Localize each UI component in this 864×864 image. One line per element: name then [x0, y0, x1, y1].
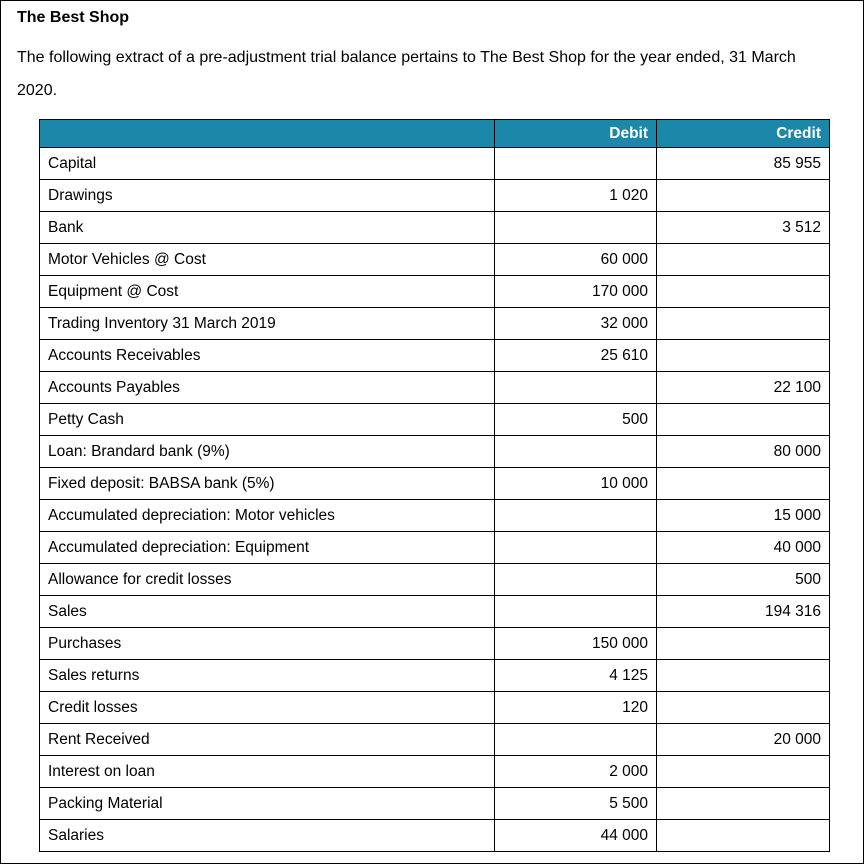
credit-cell: [657, 308, 830, 340]
debit-cell: [495, 596, 657, 628]
table-row: [40, 372, 830, 404]
table-header-row: [40, 120, 830, 148]
account-cell: Accounts Receivables: [40, 340, 495, 372]
account-cell: Sales: [40, 596, 495, 628]
credit-cell: [657, 628, 830, 660]
credit-cell: 80 000: [657, 436, 830, 468]
table-row: [40, 308, 830, 340]
account-cell: Rent Received: [40, 724, 495, 756]
credit-cell: 15 000: [657, 500, 830, 532]
account-cell: Capital: [40, 148, 495, 180]
account-cell: Trading Inventory 31 March 2019: [40, 308, 495, 340]
debit-cell: 500: [495, 404, 657, 436]
table-row: [40, 724, 830, 756]
credit-cell: 20 000: [657, 724, 830, 756]
debit-cell: [495, 724, 657, 756]
credit-cell: 3 512: [657, 212, 830, 244]
credit-cell: [657, 788, 830, 820]
table-row: [40, 276, 830, 308]
table-row: [40, 404, 830, 436]
account-cell: Equipment @ Cost: [40, 276, 495, 308]
debit-cell: [495, 436, 657, 468]
table-row: [40, 180, 830, 212]
credit-cell: 22 100: [657, 372, 830, 404]
credit-cell: 40 000: [657, 532, 830, 564]
credit-cell: [657, 756, 830, 788]
account-cell: Motor Vehicles @ Cost: [40, 244, 495, 276]
debit-cell: [495, 212, 657, 244]
trial-balance-table: [39, 119, 830, 852]
credit-cell: [657, 276, 830, 308]
table-row: [40, 468, 830, 500]
debit-cell: 120: [495, 692, 657, 724]
debit-cell: 4 125: [495, 660, 657, 692]
page-title: The Best Shop: [17, 9, 130, 26]
table-row: [40, 532, 830, 564]
credit-cell: [657, 404, 830, 436]
credit-cell: [657, 820, 830, 852]
table-row: [40, 788, 830, 820]
table-row: [40, 564, 830, 596]
table-row: [40, 500, 830, 532]
table-row: [40, 148, 830, 180]
account-cell: Accumulated depreciation: Motor vehicles: [40, 500, 495, 532]
table-row: [40, 628, 830, 660]
account-cell: Accounts Payables: [40, 372, 495, 404]
table-row: [40, 244, 830, 276]
intro-paragraph: The following extract of a pre-adjustment trial balance pertains to The Best Shop for the year ended, 31 March 2020.: [17, 49, 796, 99]
table-row: [40, 596, 830, 628]
credit-cell: [657, 468, 830, 500]
account-cell: Drawings: [40, 180, 495, 212]
account-cell: Bank: [40, 212, 495, 244]
debit-cell: 5 500: [495, 788, 657, 820]
account-cell: Sales returns: [40, 660, 495, 692]
header-debit: Debit: [495, 120, 657, 148]
table-row: [40, 660, 830, 692]
account-cell: Credit losses: [40, 692, 495, 724]
header-credit: Credit: [657, 120, 830, 148]
account-cell: Petty Cash: [40, 404, 495, 436]
account-cell: Fixed deposit: BABSA bank (5%): [40, 468, 495, 500]
debit-cell: [495, 532, 657, 564]
credit-cell: 500: [657, 564, 830, 596]
credit-cell: 194 316: [657, 596, 830, 628]
account-cell: Salaries: [40, 820, 495, 852]
table-body: [40, 148, 830, 852]
credit-cell: [657, 340, 830, 372]
table-row: [40, 436, 830, 468]
debit-cell: 60 000: [495, 244, 657, 276]
debit-cell: 2 000: [495, 756, 657, 788]
header-account: [40, 120, 495, 148]
debit-cell: [495, 148, 657, 180]
debit-cell: 170 000: [495, 276, 657, 308]
account-cell: Purchases: [40, 628, 495, 660]
debit-cell: 10 000: [495, 468, 657, 500]
debit-cell: 32 000: [495, 308, 657, 340]
account-cell: Interest on loan: [40, 756, 495, 788]
account-cell: Packing Material: [40, 788, 495, 820]
debit-cell: 1 020: [495, 180, 657, 212]
debit-cell: [495, 372, 657, 404]
credit-cell: 85 955: [657, 148, 830, 180]
account-cell: Loan: Brandard bank (9%): [40, 436, 495, 468]
credit-cell: [657, 660, 830, 692]
table-row: [40, 756, 830, 788]
table-row: [40, 820, 830, 852]
table-row: [40, 340, 830, 372]
account-cell: Accumulated depreciation: Equipment: [40, 532, 495, 564]
debit-cell: 25 610: [495, 340, 657, 372]
debit-cell: 150 000: [495, 628, 657, 660]
credit-cell: [657, 180, 830, 212]
table-row: [40, 692, 830, 724]
credit-cell: [657, 244, 830, 276]
credit-cell: [657, 692, 830, 724]
debit-cell: [495, 500, 657, 532]
debit-cell: [495, 564, 657, 596]
debit-cell: 44 000: [495, 820, 657, 852]
table-row: [40, 212, 830, 244]
account-cell: Allowance for credit losses: [40, 564, 495, 596]
